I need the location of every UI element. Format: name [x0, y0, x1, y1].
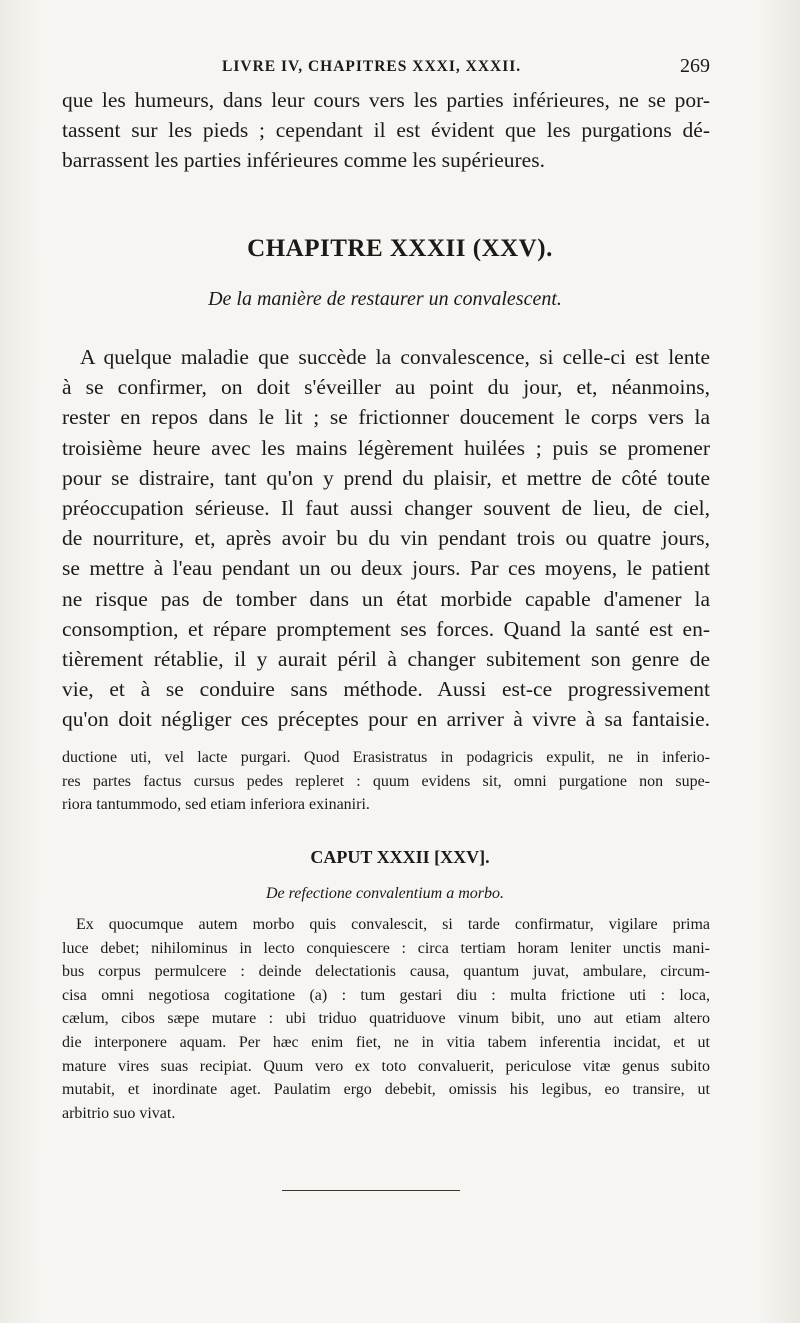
text-line: troisième heure avec les mains légèrement huilées ; puis se promener: [62, 435, 710, 460]
running-title: LIVRE IV, CHAPITRES XXXI, XXXII.: [222, 58, 522, 75]
text-line: A quelque maladie que succède la convalescence, si celle-ci est lente: [80, 345, 710, 369]
text-line: bus corpus permulcere : deinde delectationis causa, quantum juvat, ambulare, circum-: [62, 963, 710, 981]
latin-main-paragraph: [62, 913, 710, 1125]
text-line: luce debet; nihilominus in lecto conquiescere : circa tertiam horam leniter unctis mani-: [62, 939, 710, 957]
text-line: vie, et à se conduire sans méthode. Aussi est-ce progressivement: [62, 677, 710, 702]
page-number: 269: [680, 55, 710, 77]
text-line: ne risque pas de tomber dans un état morbide capable d'amener la: [62, 586, 710, 611]
text-line: cælum, cibos sæpe mutare : ubi triduo quatriduove vinum bibit, uno aut etiam altero: [62, 1010, 710, 1028]
chapter-subtitle: De la manière de restaurer un convalescent.: [208, 288, 562, 310]
text-line: de nourriture, et, après avoir bu du vin pendant trois ou quatre jours,: [62, 526, 710, 551]
text-line: tassent sur les pieds ; cependant il est évident que les purgations dé-: [62, 118, 710, 143]
text-line: se mettre à l'eau pendant un ou deux jours. Par ces moyens, le patient: [62, 556, 710, 581]
text-line: à se confirmer, on doit s'éveiller au point du jour, et, néanmoins,: [62, 375, 710, 400]
latin-intro-paragraph: [62, 746, 710, 817]
end-rule: [282, 1190, 460, 1191]
running-head: [62, 55, 710, 84]
text-line: que les humeurs, dans leur cours vers les parties inférieures, ne se por-: [62, 88, 710, 112]
text-line: préoccupation sérieuse. Il faut aussi changer souvent de lieu, de ciel,: [62, 496, 710, 521]
caput-title: CAPUT XXXII [XXV].: [310, 847, 490, 867]
text-line: tièrement rétablie, il y aurait péril à changer subitement son genre de: [62, 647, 710, 672]
text-line: rester en repos dans le lit ; se frictionner doucement le corps vers la: [62, 405, 710, 430]
text-line: mutabit, et inordinate aget. Paulatim ergo debebit, omissis his legibus, eo transire, ut: [62, 1081, 710, 1099]
text-line: mature vires suas recipiat. Quum vero ex toto convaluerit, periculose vitæ genus subito: [62, 1057, 710, 1075]
text-line: ductione uti, vel lacte purgari. Quod Erasistratus in podagricis expulit, ne in inferio-: [62, 749, 710, 766]
french-intro-paragraph: [62, 85, 710, 176]
text-line: riora tantummodo, sed etiam inferiora exinaniri.: [62, 796, 370, 814]
text-line: cisa omni negotiosa cogitatione (a) : tum gestari diu : multa frictione uti : loca,: [62, 986, 710, 1004]
french-main-paragraph: [62, 342, 710, 735]
text-line: qu'on doit négliger ces préceptes pour en arriver à vivre à sa fantaisie.: [62, 707, 710, 732]
text-line: die interponere aquam. Per hæc enim fiet, ne in vitia tabem inferentia incidat, et ut: [62, 1033, 710, 1051]
text-line: pour se distraire, tant qu'on y prend du plaisir, et mettre de côté toute: [62, 465, 710, 490]
text-line: barrassent les parties inférieures comme les supérieures.: [62, 148, 545, 173]
text-line: consomption, et répare promptement ses forces. Quand la santé est en-: [62, 616, 710, 641]
caput-subtitle: De refectione convalentium a morbo.: [265, 885, 504, 902]
text-line: arbitrio suo vivat.: [62, 1104, 176, 1122]
chapter-title: CHAPITRE XXXII (XXV).: [247, 235, 553, 262]
text-line: res partes factus cursus pedes repleret : quum evidens sit, omni purgatione non supe-: [62, 772, 710, 790]
text-line: Ex quocumque autem morbo quis convalescit, si tarde confirmatur, vigilare prima: [76, 916, 710, 933]
